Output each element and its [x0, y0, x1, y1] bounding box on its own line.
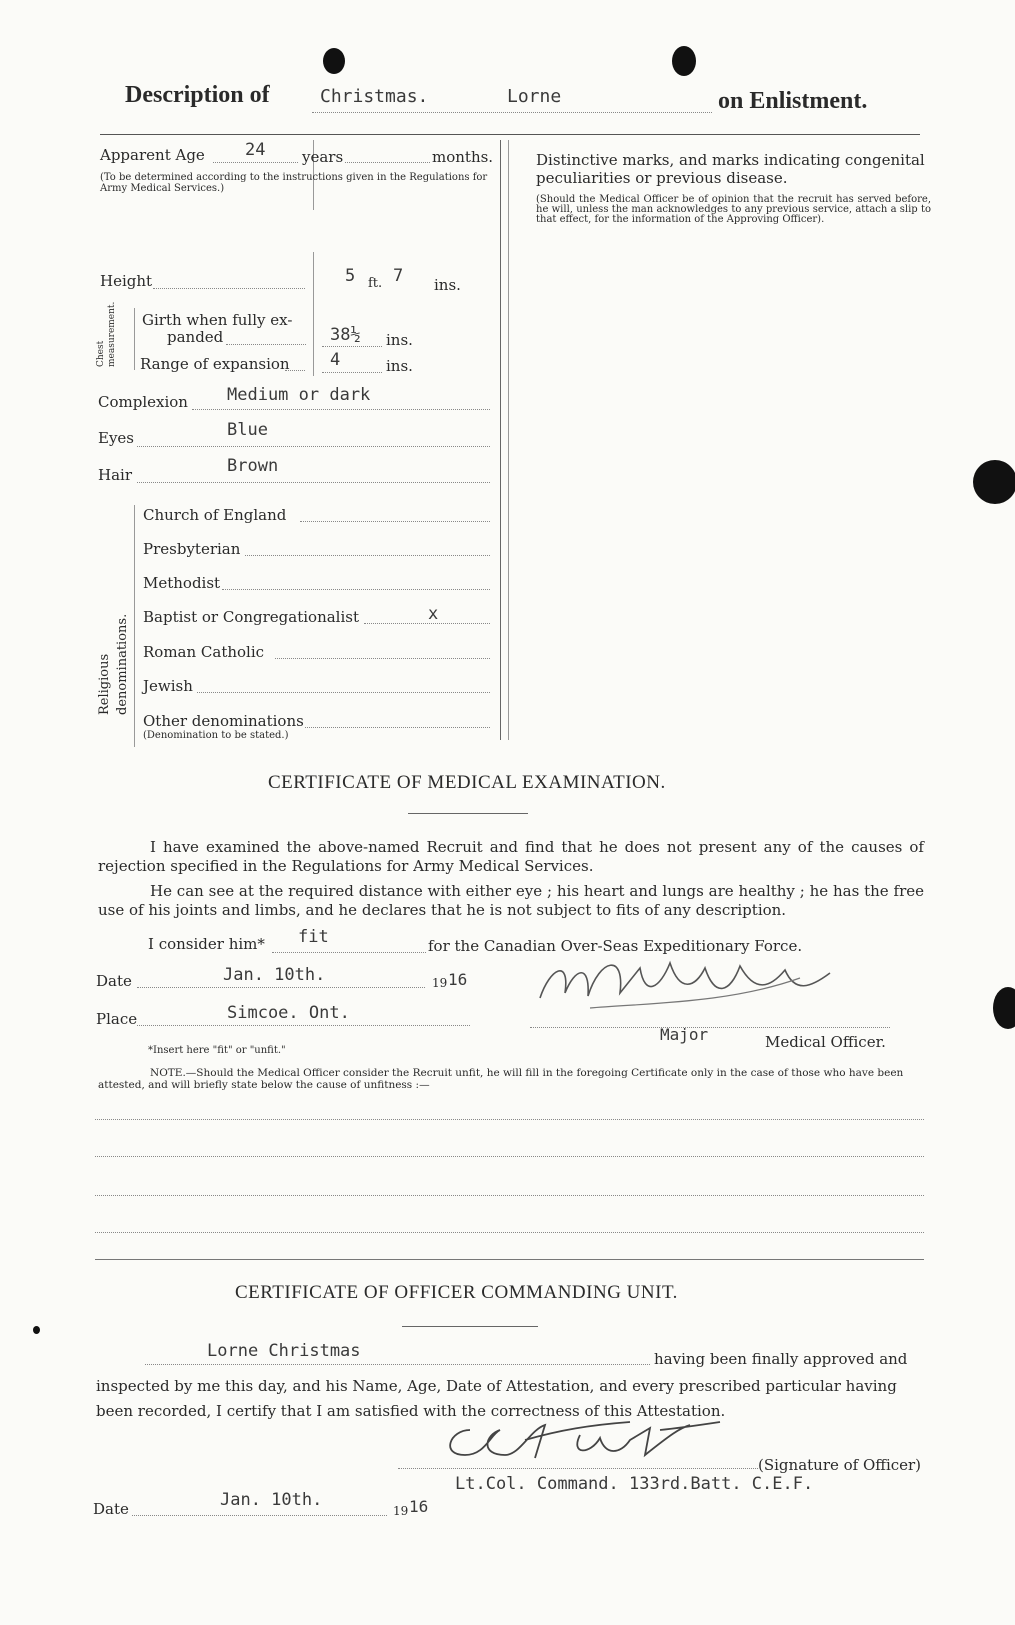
months-label: months. [432, 148, 494, 166]
medical-date-value: Jan. 10th. [223, 965, 326, 985]
hair-label: Hair [98, 466, 132, 484]
girth-value: 38½ [330, 325, 361, 345]
medical-para-1: I have examined the above-named Recruit and find that he does not present any of the causes of rejection specified in the Regulations for Army Medical Services. [98, 838, 924, 875]
punch-hole-top-left [323, 48, 345, 74]
medical-officer-label: Medical Officer. [765, 1033, 886, 1051]
commanding-date-label: Date [93, 1500, 129, 1518]
range-label: Range of expansion [140, 355, 290, 373]
medical-date-label: Date [96, 972, 132, 990]
religion-jewish: Jewish [143, 677, 193, 695]
height-ft-value: 5 [345, 266, 356, 286]
height-label: Height [100, 272, 153, 290]
religion-roman-catholic: Roman Catholic [143, 643, 265, 661]
medical-officer-signature [530, 948, 850, 1028]
ft-label: ft. [368, 276, 383, 291]
punch-hole-right-mid [973, 460, 1015, 504]
marks-note: (Should the Medical Officer be of opinion that the recruit has served before, he will, unless the man acknowledges to any previous service, attach a slip to that effect, for the information of the Approving Officer). [536, 194, 931, 225]
height-in-value: 7 [393, 266, 404, 286]
complexion-value: Medium or dark [227, 385, 371, 405]
place-label: Place [96, 1010, 138, 1028]
punch-hole-right-lower [993, 987, 1015, 1029]
medical-year-suffix: 16 [448, 970, 468, 989]
commanding-line-3: been recorded, I certify that I am satisfied with the correctness of this Attestation. [96, 1402, 726, 1420]
commanding-line-1-suffix: having been finally approved and [654, 1350, 908, 1368]
place-value: Simcoe. Ont. [227, 1003, 350, 1023]
commanding-officer-signature [430, 1410, 750, 1470]
header-suffix: on Enlistment. [718, 88, 868, 114]
years-label: years [302, 148, 344, 166]
punch-dot-left [33, 1326, 40, 1334]
girth-label-1: Girth when fully ex- [142, 311, 293, 329]
commanding-officer-title: Lt.Col. Command. 133rd.Batt. C.E.F. [455, 1474, 814, 1494]
commanding-line-2: inspected by me this day, and his Name, Age, Date of Attestation, and every prescribed particular having [96, 1377, 897, 1395]
religion-presbyterian: Presbyterian [143, 540, 241, 558]
header-prefix: Description of [125, 82, 270, 108]
consider-label: I consider him* [148, 935, 265, 953]
religion-other: Other denominations [143, 712, 304, 730]
marks-title: Distinctive marks, and marks indicating congenital peculiarities or previous disease. [536, 151, 925, 187]
girth-label-2: panded [167, 328, 224, 346]
eyes-label: Eyes [98, 429, 134, 447]
commanding-signature-label: (Signature of Officer) [758, 1456, 922, 1474]
consider-suffix: for the Canadian Over-Seas Expeditionary Force. [428, 937, 803, 955]
commanding-year-prefix: 19 [393, 1504, 409, 1518]
other-denom-note: (Denomination to be stated.) [143, 730, 289, 741]
religion-mark: x [428, 604, 439, 624]
age-note: (To be determined according to the instructions given in the Regulations for Army Medical Services.) [100, 172, 488, 194]
religion-church-of-england: Church of England [143, 506, 287, 524]
medical-year-prefix: 19 [432, 976, 448, 990]
range-value: 4 [330, 350, 341, 370]
header-surname: Christmas. [320, 86, 429, 107]
commanding-date-value: Jan. 10th. [220, 1490, 323, 1510]
medical-note: NOTE.—Should the Medical Officer consider the Recruit unfit, he will fill in the foregoing Certificate only in the case of those who have been attested, and will briefly state below the cause of unfitness :— [98, 1067, 904, 1091]
age-value: 24 [245, 140, 266, 160]
age-label: Apparent Age [100, 146, 205, 164]
commanding-name-value: Lorne Christmas [207, 1341, 361, 1361]
insert-note: *Insert here "fit" or "unfit." [148, 1045, 286, 1056]
commanding-year-suffix: 16 [409, 1497, 429, 1516]
punch-hole-top-right [672, 46, 696, 76]
range-ins-label: ins. [386, 357, 413, 375]
religion-baptist: Baptist or Congregationalist [143, 608, 359, 626]
girth-ins-label: ins. [386, 331, 413, 349]
chest-measurement-label: Chest measurement. [96, 301, 117, 367]
medical-officer-rank: Major [660, 1025, 709, 1044]
eyes-value: Blue [227, 420, 268, 440]
religious-denominations-label: Religious denominations. [97, 613, 130, 715]
medical-title: CERTIFICATE OF MEDICAL EXAMINATION. [268, 772, 666, 793]
medical-para-2: He can see at the required distance with either eye ; his heart and lungs are healthy ; he has the free use of his joints and limbs, and he declares that he is not subject to fits of any description. [98, 882, 924, 919]
hair-value: Brown [227, 456, 279, 476]
height-ins-label: ins. [434, 276, 461, 294]
header-given-name: Lorne [507, 86, 562, 107]
complexion-label: Complexion [98, 393, 188, 411]
commanding-title: CERTIFICATE OF OFFICER COMMANDING UNIT. [235, 1282, 678, 1303]
religion-methodist: Methodist [143, 574, 221, 592]
consider-value: fit [298, 927, 329, 947]
